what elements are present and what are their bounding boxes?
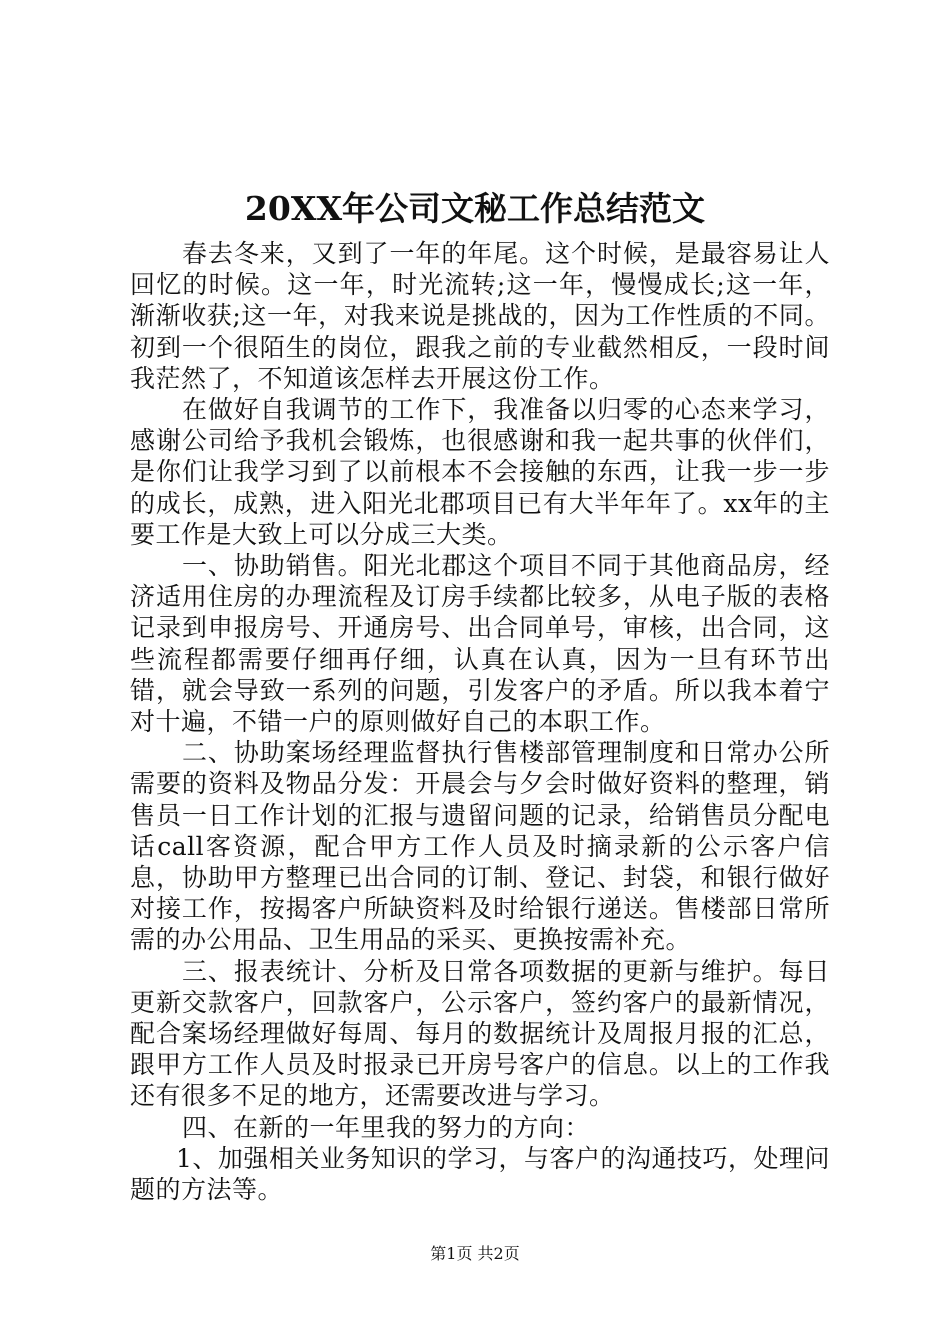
paragraph-intro: 春去冬来，又到了一年的年尾。这个时候，是最容易让人回忆的时候。这一年，时光流转;这一年，慢慢成长;这一年，渐渐收获;这一年，对我来说是挑战的，因为工作性质的不同。初到一个很陌生的岗位，跟我之前的专业截然相反，一段时间我茫然了，不知道该怎样去开展这份工作。 <box>130 239 830 393</box>
page-number-footer: 第1页 共2页 <box>430 1244 520 1263</box>
paragraph-sales-assist: 一、协助销售。阳光北郡这个项目不同于其他商品房，经济适用住房的办理流程及订房手续都比较多，从电子版的表格记录到申报房号、开通房号、出合同单号，审核，出合同，这些流程都需要仔细再仔细，认真在认真，因为一旦有环节出错，就会导致一系列的问题，引发客户的矛盾。所以我本着宁对十遍，不错一户的原则做好自己的本职工作。 <box>130 551 830 737</box>
paragraph-attitude: 在做好自我调节的工作下，我准备以归零的心态来学习，感谢公司给予我机会锻炼，也很感谢和我一起共事的伙伴们，是你们让我学习到了以前根本不会接触的东西，让我一步一步的成长，成熟，进入阳光北郡项目已有大半年年了。xx年的主要工作是大致上可以分成三大类。 <box>130 395 830 549</box>
document-title: 20XX年公司文秘工作总结范文 <box>244 189 706 228</box>
document-body <box>130 238 830 1205</box>
paragraph-management-assist: 二、协助案场经理监督执行售楼部管理制度和日常办公所需要的资料及物品分发：开晨会与夕会时做好资料的整理，销售员一日工作计划的汇报与遗留问题的记录，给销售员分配电话call客资源，配合甲方工作人员及时摘录新的公示客户信息，协助甲方整理已出合同的订制、登记、封袋，和银行做好对接工作，按揭客户所缺资料及时给银行递送。售楼部日常所需的办公用品、卫生用品的采买、更换按需补充。 <box>130 738 830 955</box>
paragraph-report-statistics: 三、报表统计、分析及日常各项数据的更新与维护。每日更新交款客户，回款客户，公示客户，签约客户的最新情况，配合案场经理做好每周、每月的数据统计及周报月报的汇总，跟甲方工作人员及时报录已开房号客户的信息。以上的工作我还有很多不足的地方，还需要改进与学习。 <box>130 956 830 1111</box>
paragraph-new-year-direction: 四、在新的一年里我的努力的方向： <box>182 1112 591 1142</box>
paragraph-item-1: 1、加强相关业务知识的学习，与客户的沟通技巧，处理问题的方法等。 <box>130 1143 830 1205</box>
